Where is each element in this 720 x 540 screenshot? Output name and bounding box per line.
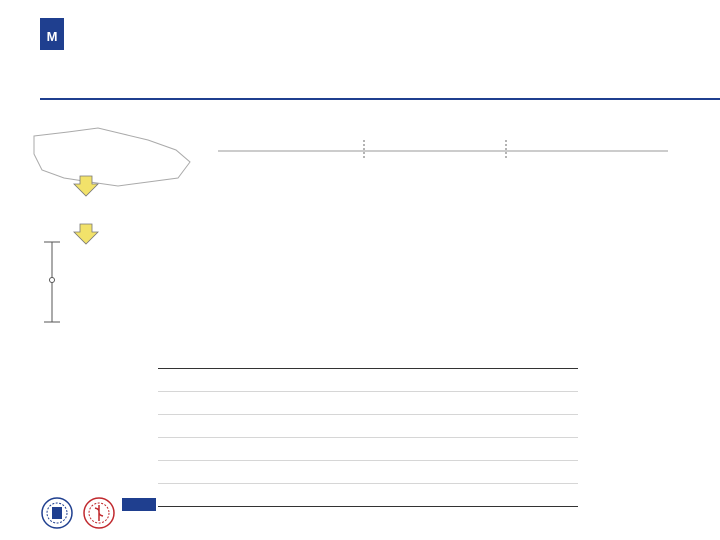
cell-statistical xyxy=(232,415,402,438)
cell-option xyxy=(158,461,232,484)
cell-statistical xyxy=(232,438,402,461)
table-row xyxy=(158,438,578,461)
iba-logo-bar xyxy=(122,498,156,511)
cell-statistical xyxy=(232,392,402,415)
cell-clinical xyxy=(402,438,578,461)
table-row xyxy=(158,392,578,415)
cell-option xyxy=(158,392,232,415)
col-header-option xyxy=(158,340,232,369)
cell-clinical xyxy=(402,461,578,484)
summary-table xyxy=(158,340,578,507)
university-seal-icon xyxy=(40,496,74,530)
col-header-statistical xyxy=(232,340,402,369)
table-header-row xyxy=(158,340,578,369)
col-header-clinical xyxy=(402,340,578,369)
table-row xyxy=(158,369,578,392)
cell-statistical xyxy=(232,369,402,392)
cell-clinical xyxy=(402,415,578,438)
svg-text:M: M xyxy=(46,29,58,44)
faculty-seal-icon xyxy=(82,496,116,530)
cell-option xyxy=(158,484,232,507)
table-row xyxy=(158,461,578,484)
cell-option xyxy=(158,438,232,461)
cell-statistical xyxy=(232,461,402,484)
cell-clinical xyxy=(402,392,578,415)
iba-logo xyxy=(122,498,156,530)
cell-option xyxy=(158,415,232,438)
cell-option xyxy=(158,369,232,392)
table-row xyxy=(158,484,578,507)
cell-statistical xyxy=(232,484,402,507)
table-row xyxy=(158,415,578,438)
cell-clinical xyxy=(402,369,578,392)
cell-clinical xyxy=(402,484,578,507)
